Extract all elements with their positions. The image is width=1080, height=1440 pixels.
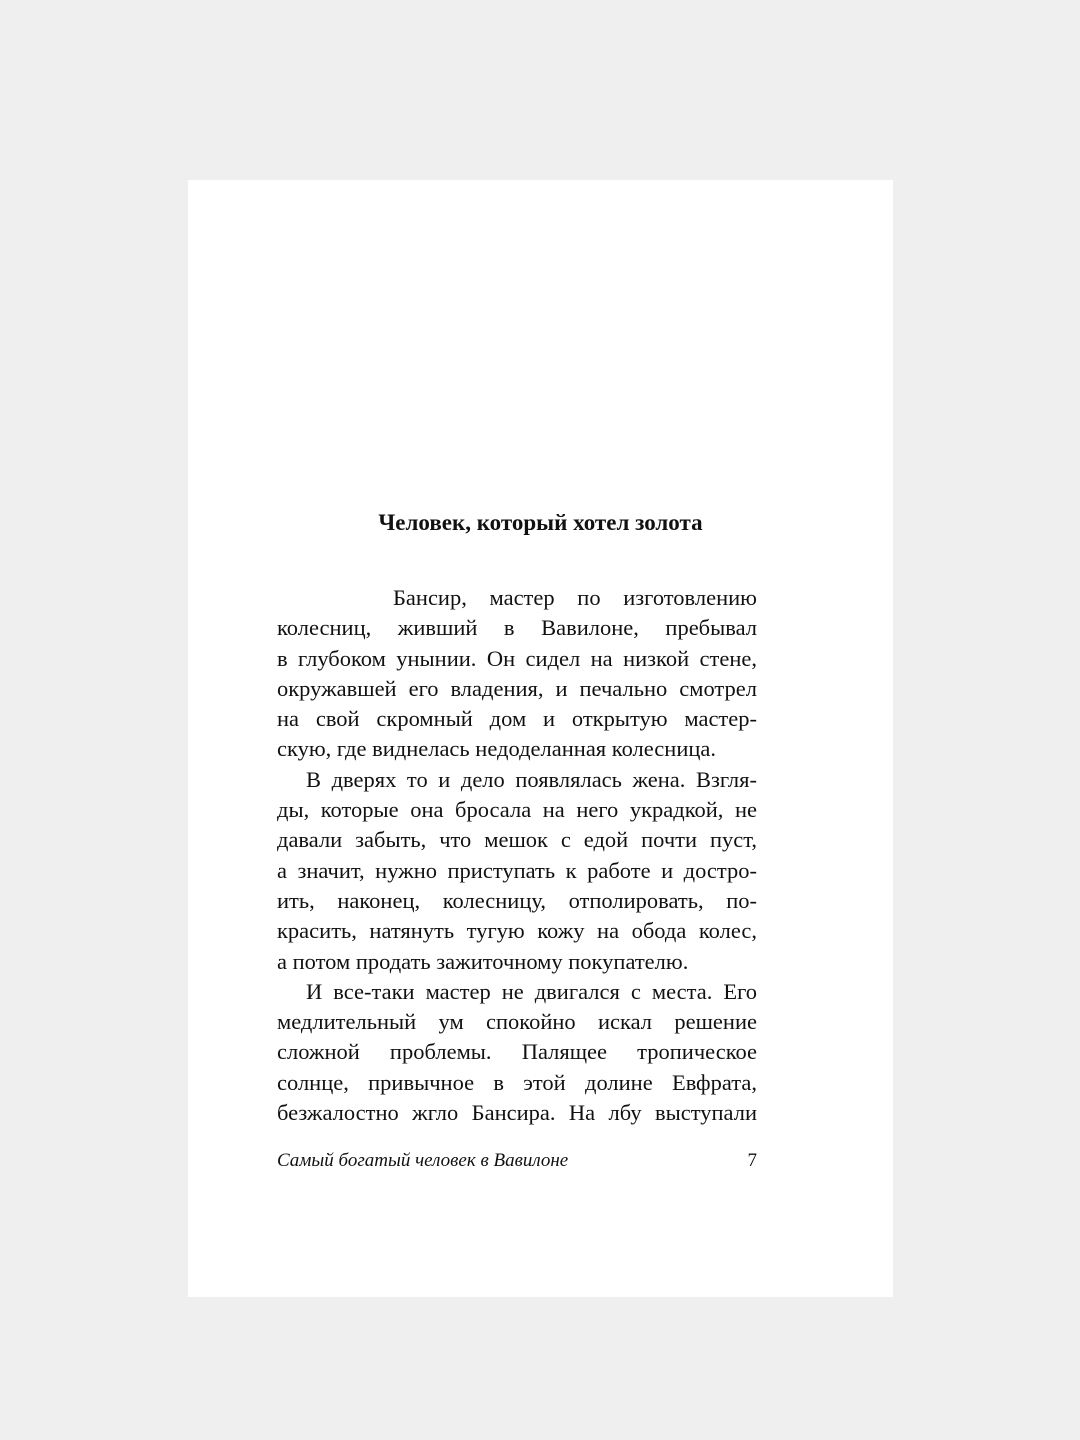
text-line: окружавшей его владения, и печально смотрел (277, 675, 757, 701)
text-line: ить, наконец, колесницу, отполировать, по- (277, 887, 757, 913)
page-number: 7 (747, 1150, 757, 1171)
text-line: красить, натянуть тугую кожу на обода колес, (277, 918, 757, 944)
text-line: солнце, привычное в этой долине Евфрата, (277, 1069, 757, 1095)
text-line: Бансир, мастер по изготовлению (393, 585, 757, 610)
text-line: в глубоком унынии. Он сидел на низкой стене, (277, 645, 757, 671)
text-line: медлительный ум спокойно искал решение (277, 1009, 757, 1035)
text-line: скую, где виднелась недоделанная колесница. (277, 736, 717, 762)
chapter-body (277, 583, 757, 1128)
running-title: Самый богатый человек в Вавилоне (277, 1150, 569, 1171)
text-line: И все-таки мастер не двигался с места. Его (306, 978, 757, 1004)
book-page (188, 180, 893, 1297)
text-line: В дверях то и дело появлялась жена. Взгля- (306, 766, 757, 792)
text-line: сложной проблемы. Палящее тропическое (277, 1039, 757, 1065)
page-footer (277, 1150, 757, 1180)
text-line: давали забыть, что мешок с едой почти пуст, (277, 827, 757, 853)
text-line: ды, которые она бросала на него украдкой, не (277, 797, 757, 823)
text-line: на свой скромный дом и открытую мастер- (277, 706, 757, 732)
text-line: безжалостно жгло Бансира. На лбу выступали (277, 1100, 757, 1126)
text-line: а потом продать зажиточному покупателю. (277, 948, 689, 974)
text-line: колесниц, живший в Вавилоне, пребывал (277, 615, 757, 641)
chapter-title: Человек, который хотел золота (378, 510, 703, 535)
text-line: а значит, нужно приступать к работе и достро- (277, 857, 757, 883)
